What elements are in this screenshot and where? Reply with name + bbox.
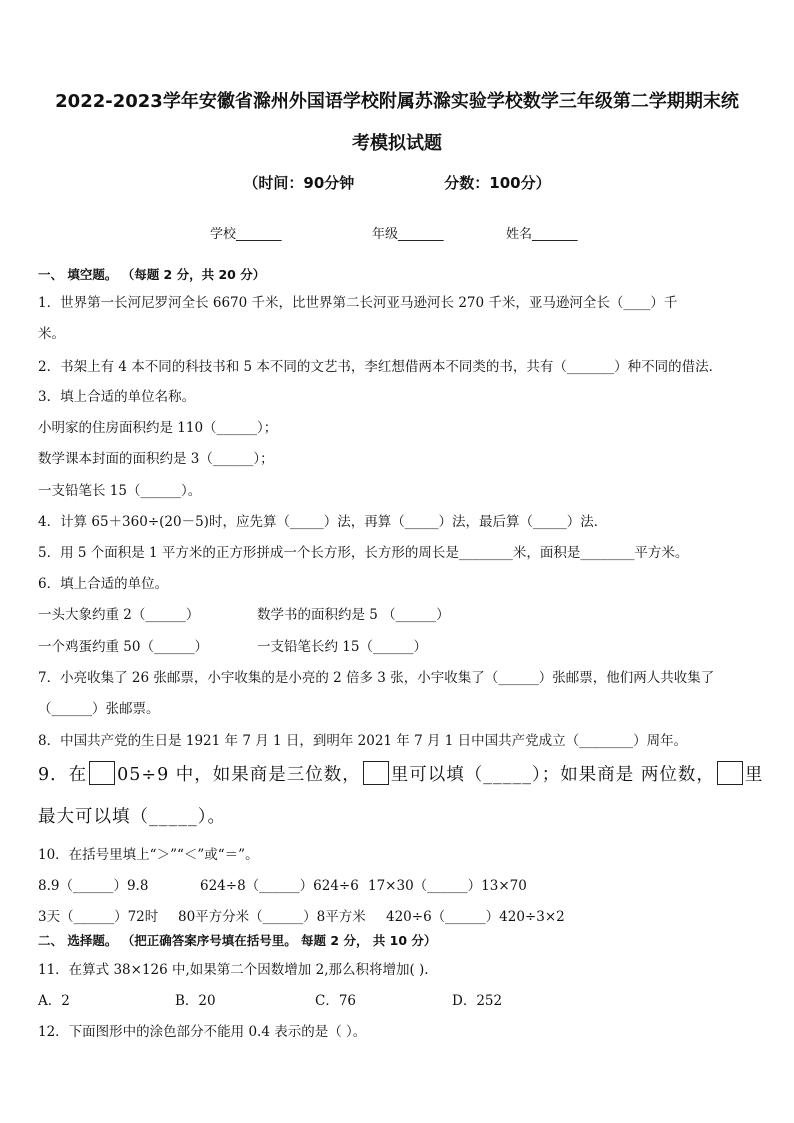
question-1-line-2: 米。 — [38, 326, 65, 342]
exam-meta — [0, 172, 794, 193]
question-4: 4．计算 65＋360÷(20－5)时，应先算（_____）法，再算（_____）法，最后算（_____）法． — [38, 514, 608, 530]
question-9-line-1 — [38, 761, 763, 786]
grade-field: 年级_______ — [372, 227, 444, 242]
option-d: D．252 — [452, 993, 503, 1009]
answer-box[interactable] — [89, 761, 115, 785]
compare-item: 624÷8（______）624÷6 — [200, 878, 359, 894]
option-b: B．20 — [175, 993, 216, 1009]
question-6d: 一支铅笔长约 15（______） — [257, 639, 427, 655]
school-field: 学校_______ — [210, 227, 282, 242]
section2-heading: 二、 选择题。 （把正确答案序号填在括号里。 每题 2 分， 共 10 分） — [38, 933, 437, 948]
question-2: 2．书架上有 4 本不同的科技书和 5 本不同的文艺书，李红想借两本不同类的书，共有（_______）种不同的借法． — [38, 359, 723, 375]
compare-item: 8.9（______）9.8 — [38, 878, 149, 894]
compare-item: 80平方分米（______）8平方米 — [178, 909, 366, 925]
compare-item: 3天（______）72时 — [38, 909, 159, 925]
name-field: 姓名_______ — [506, 227, 578, 242]
question-3a: 小明家的住房面积约是 110（______）； — [38, 420, 278, 436]
question-6c: 一个鸡蛋约重 50（______） — [38, 639, 208, 655]
answer-box[interactable] — [363, 761, 389, 785]
question-3: 3．填上合适的单位名称。 — [38, 389, 196, 405]
question-6b: 数学书的面积约是 5 （______） — [257, 607, 450, 623]
question-10: 10．在括号里填上“＞”“＜”或“＝”。 — [38, 847, 259, 863]
option-c: C．76 — [315, 993, 357, 1009]
compare-item: 17×30（______）13×70 — [368, 878, 527, 894]
question-9-part-2: 05÷9 中，如果商是三位数， — [117, 765, 361, 785]
question-1-line-1: 1．世界第一长河尼罗河全长 6670 千米，比世界第二长河亚马逊河长 270 千米，亚马逊河全长（____）千 — [38, 295, 678, 311]
question-6: 6．填上合适的单位。 — [38, 576, 169, 592]
answer-box[interactable] — [717, 761, 743, 785]
question-5: 5．用 5 个面积是 1 平方米的正方形拼成一个长方形，长方形的周长是________米，面积是________平方米。 — [38, 545, 689, 561]
title-line-2: 考模拟试题 — [352, 133, 442, 154]
question-9-part-3: 里可以填（_____）；如果商是 两位数， — [390, 765, 715, 785]
question-3c: 一支铅笔长 15（______）。 — [38, 483, 202, 499]
question-3b: 数学课本封面的面积约是 3（______）； — [38, 451, 274, 467]
exam-time: （时间：90分钟 — [243, 174, 355, 192]
section1-heading: 一、 填空题。 （每题 2 分，共 20 分） — [38, 267, 266, 282]
question-8: 8．中国共产党的生日是 1921 年 7 月 1 日，到明年 2021 年 7 月 1 日中国共产党成立（________）周年。 — [38, 733, 688, 749]
title-line-1: 2022-2023学年安徽省滁州外国语学校附属苏滁实验学校数学三年级第二学期期末统 — [55, 91, 739, 112]
question-6a: 一头大象约重 2（______） — [38, 607, 200, 623]
question-9-line-2: 最大可以填（_____）。 — [38, 807, 226, 827]
question-7-line-1: 7．小亮收集了 26 张邮票，小宇收集的是小亮的 2 倍多 3 张，小宇收集了（______）张邮票，他们两人共收集了 — [38, 670, 715, 686]
option-a: A．2 — [38, 993, 70, 1009]
question-9-part-1: 9．在 — [38, 765, 88, 785]
question-12: 12．下面图形中的涂色部分不能用 0.4 表示的是（ ）。 — [38, 1024, 367, 1040]
exam-score: 分数：100分） — [444, 174, 551, 192]
compare-item: 420÷6（______）420÷3×2 — [386, 909, 565, 925]
question-7-line-2: （______）张邮票。 — [38, 701, 160, 717]
question-9-part-4: 里 — [744, 765, 764, 785]
question-11: 11．在算式 38×126 中,如果第二个因数增加 2,那么积将增加( ). — [38, 962, 429, 978]
